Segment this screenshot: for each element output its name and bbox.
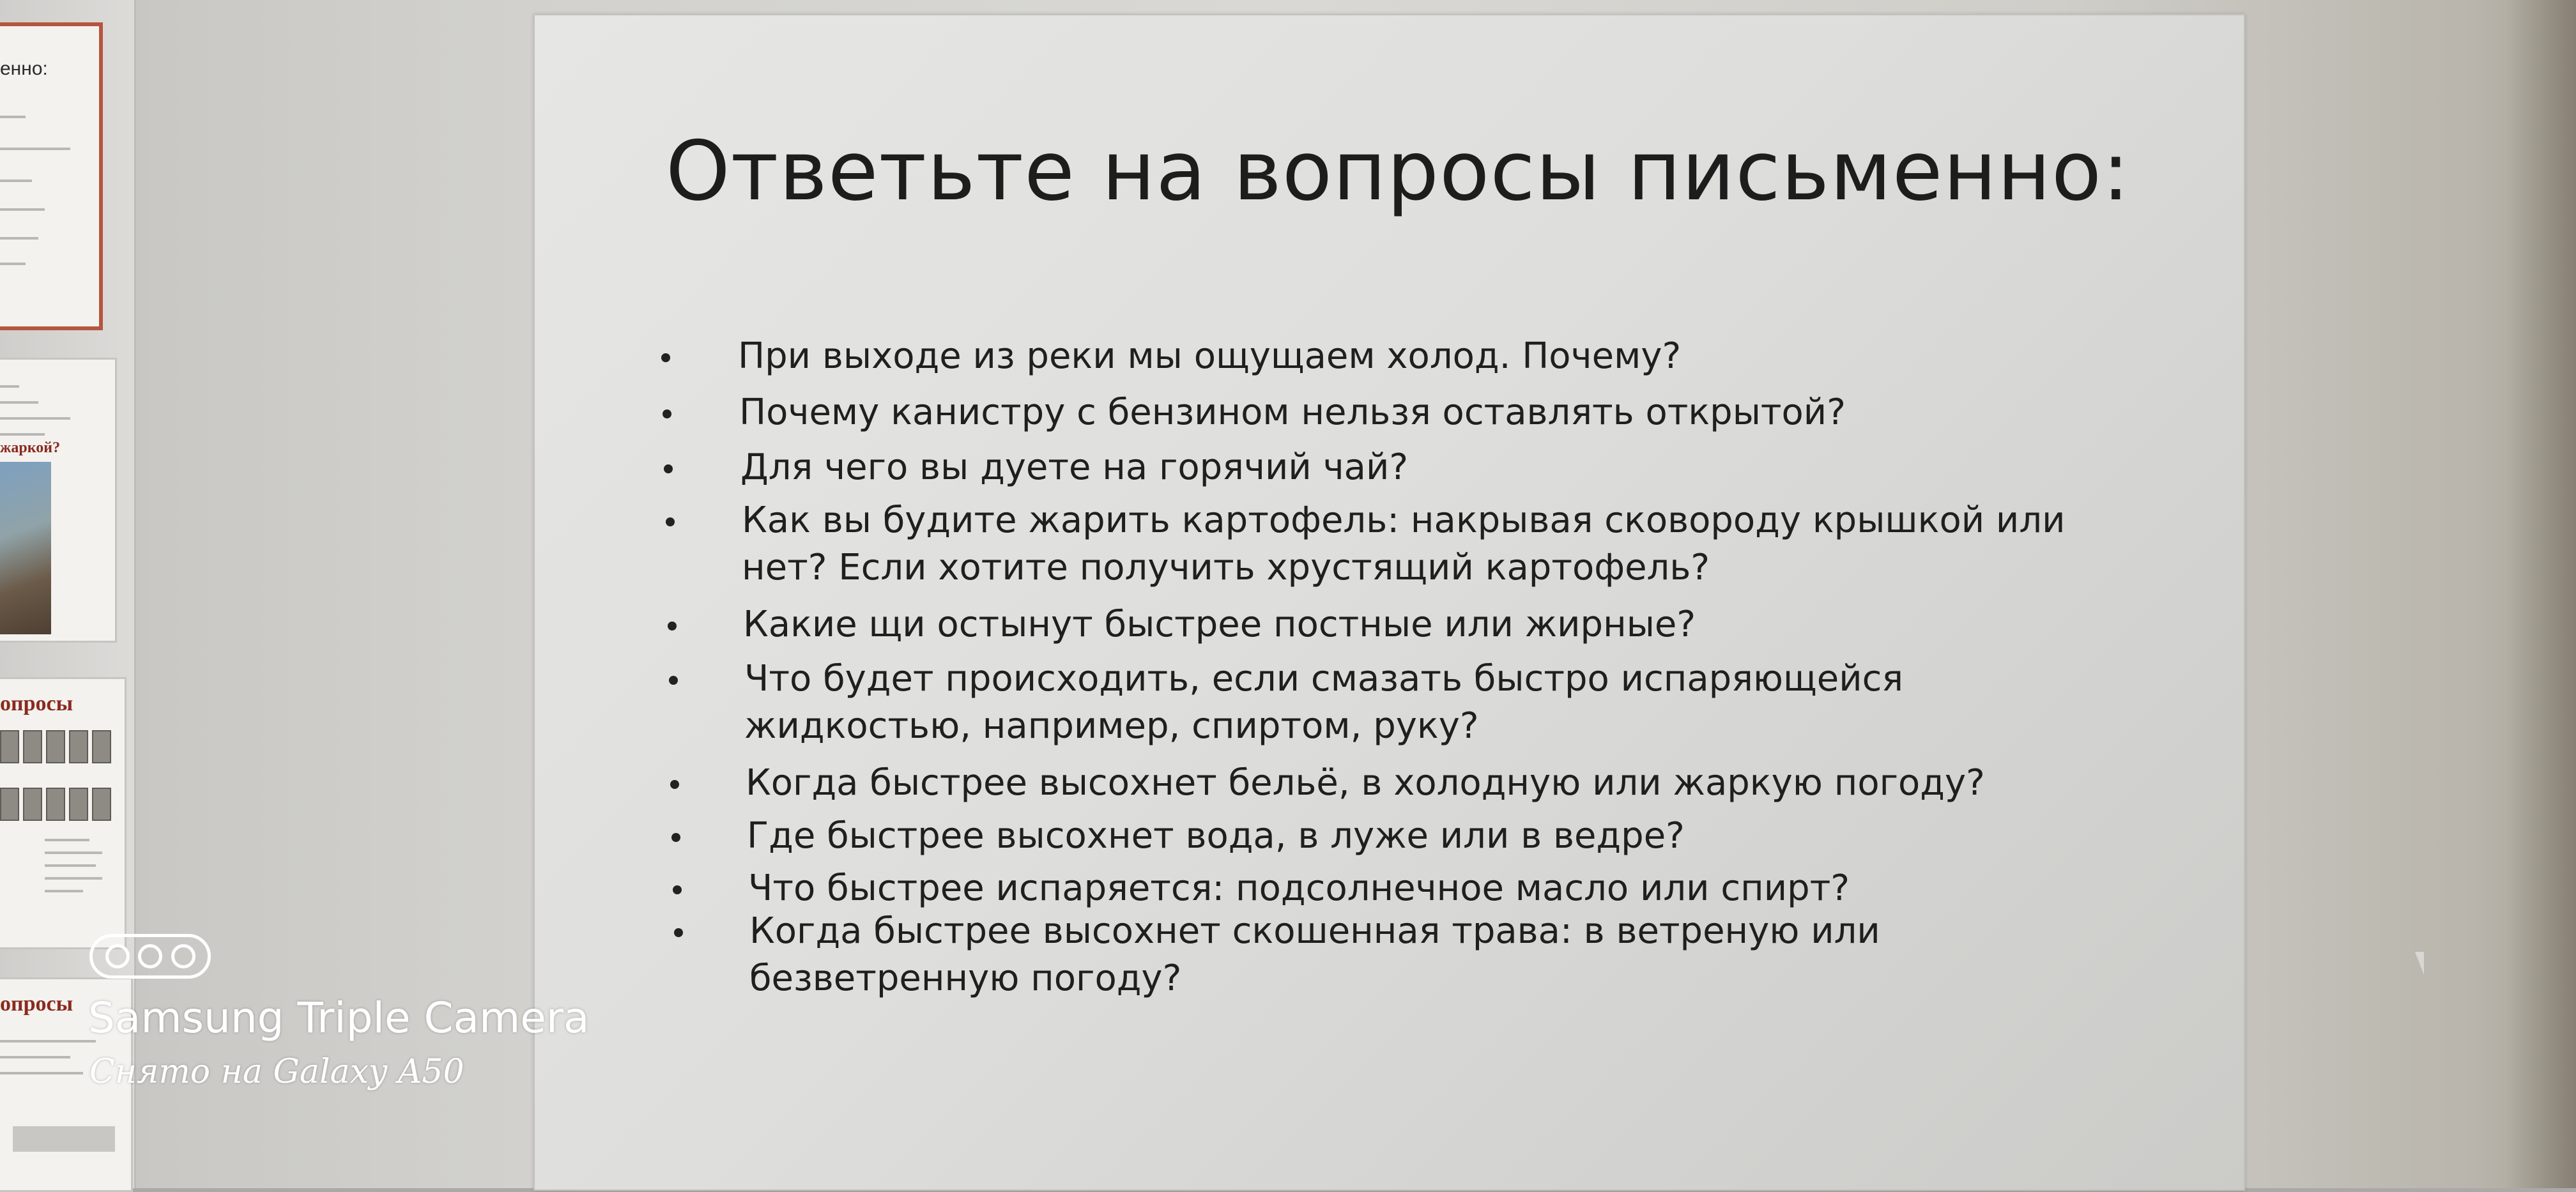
bullet-text[interactable]: При выходе из реки мы ощущаем холод. Почему? [738, 335, 1682, 377]
slide-canvas[interactable] [533, 14, 2245, 1191]
bullet-text[interactable]: Как вы будите жарить картофель: накрывая сковороду крышкой или [742, 500, 2066, 541]
slide-thumbnail-current[interactable] [0, 22, 103, 330]
thumbnail-title: жаркой? [0, 439, 61, 456]
bullet-dot [661, 353, 670, 362]
screen-edge-shadow [2506, 0, 2576, 1188]
bullet-text[interactable]: Когда быстрее высохнет бельё, в холодную или жаркую погоду? [746, 762, 1985, 804]
thumbnail-image-grid [0, 788, 111, 821]
bullet-text[interactable]: Почему канистру с бензином нельзя оставлять открытой? [739, 392, 1846, 433]
bullet-dot [668, 622, 677, 630]
bullet-text[interactable]: жидкостью, например, спиртом, руку? [744, 705, 1479, 747]
bullet-text[interactable]: Что будет происходить, если смазать быстро испаряющейся [744, 658, 1904, 699]
bullet-dot [666, 517, 675, 526]
thumbnail-photo [0, 462, 51, 634]
bullet-text[interactable]: Когда быстрее высохнет скошенная трава: в ветреную или [749, 910, 1880, 952]
bullet-dot [663, 409, 671, 418]
slide-thumbnail[interactable] [0, 358, 117, 643]
bullet-dot [671, 833, 680, 842]
bullet-dot [673, 885, 682, 894]
thumbnail-image-grid [0, 730, 111, 763]
thumbnail-title: опросы [0, 692, 73, 715]
bullet-text[interactable]: безветренную погоду? [749, 958, 1182, 999]
watermark-subtitle: Снято на Galaxy A50 [89, 1053, 464, 1091]
bullet-dot [664, 464, 673, 473]
bullet-dot [670, 780, 679, 789]
bullet-text[interactable]: Где быстрее высохнет вода, в луже или в ведре? [747, 815, 1685, 857]
bullet-dot [669, 676, 678, 685]
bullet-dot [674, 928, 683, 937]
thumbnail-title: енно: [0, 58, 48, 79]
bullet-text[interactable]: Для чего вы дуете на горячий чай? [740, 447, 1409, 488]
slide-title[interactable]: Ответьте на вопросы письменно: [666, 124, 2131, 219]
bullet-text[interactable]: нет? Если хотите получить хрустящий картофель? [742, 547, 1710, 588]
thumbnail-title: опросы [0, 992, 73, 1016]
watermark-title: Samsung Triple Camera [88, 993, 590, 1043]
bullet-text[interactable]: Что быстрее испаряется: подсолнечное масло или спирт? [748, 867, 1850, 909]
mouse-pointer-icon [2415, 952, 2424, 975]
triple-camera-icon [89, 934, 211, 979]
slide-thumbnail[interactable] [0, 677, 126, 949]
bullet-text[interactable]: Какие щи остынут быстрее постные или жирные? [743, 604, 1696, 645]
